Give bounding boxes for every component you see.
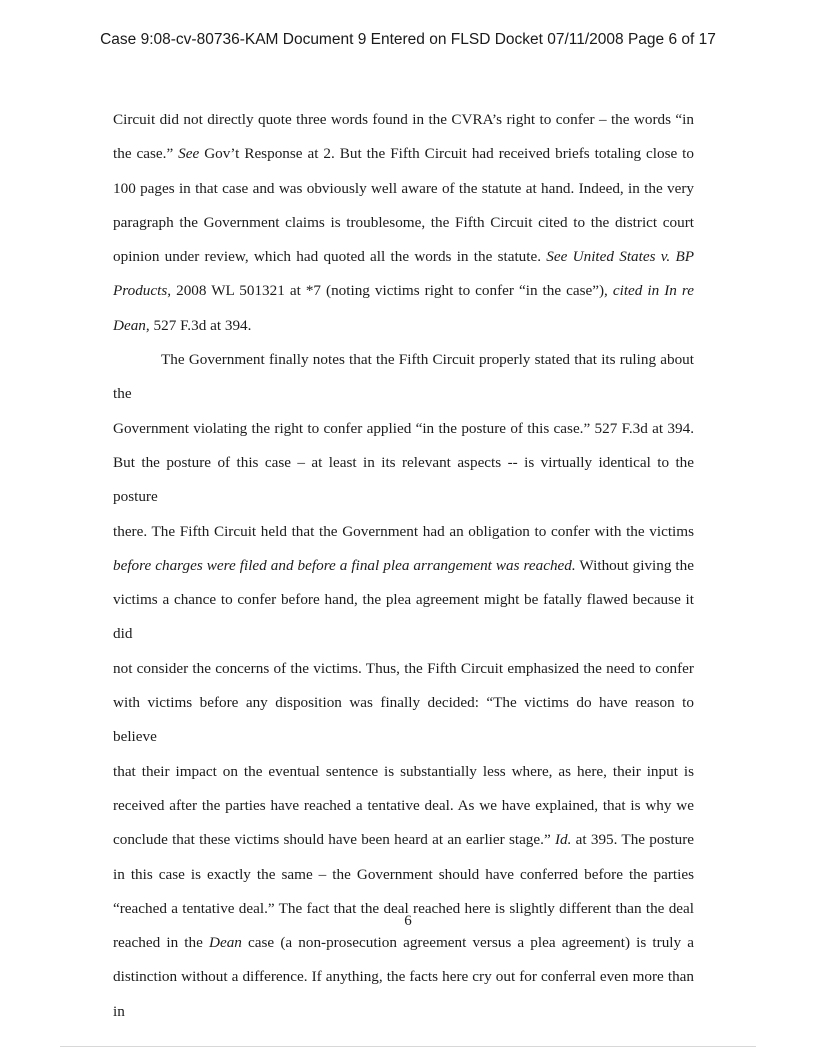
italic-citation: cited in In re	[612, 282, 694, 300]
text-line	[113, 789, 694, 823]
text-run: reached in the	[113, 934, 209, 952]
text-line	[113, 446, 694, 515]
text-run: that their impact on the eventual sentence is substantially less where, as here, their input is	[113, 762, 694, 780]
text-run: received after the parties have reached a tentative deal. As we have explained, that is why we	[113, 796, 694, 814]
text-run: paragraph the Government claims is troublesome, the Fifth Circuit cited to the district court	[113, 213, 694, 231]
text-run: Without giving the	[575, 556, 694, 574]
text-line	[113, 240, 694, 274]
text-run: there. The Fifth Circuit held that the Government had an obligation to confer with the victims	[113, 522, 694, 540]
text-line	[113, 926, 694, 960]
text-line	[113, 583, 694, 652]
page-number: 6	[404, 913, 412, 929]
text-run: with victims before any disposition was finally decided: “The victims do have reason to believe	[113, 694, 694, 746]
text-run: The Government finally notes that the Fifth Circuit properly stated that its ruling about the	[113, 351, 694, 403]
italic-citation: Products	[113, 282, 168, 300]
text-run: , 2008 WL 501321 at *7 (noting victims right to confer “in the case”),	[167, 282, 613, 300]
text-run: at 395. The posture	[571, 831, 694, 849]
text-run: case (a non-prosecution agreement versus a plea agreement) is truly a	[241, 934, 694, 952]
text-run: victims a chance to confer before hand, the plea agreement might be fatally flawed because it did	[113, 591, 694, 643]
body-text	[113, 103, 694, 1029]
italic-citation: See	[178, 145, 200, 163]
text-line	[113, 755, 694, 789]
text-run: But the posture of this case – at least in its relevant aspects -- is virtually identical to the posture	[113, 453, 694, 506]
text-line	[113, 515, 694, 549]
bottom-rule	[60, 1046, 756, 1047]
italic-citation: See United States v. BP	[546, 248, 694, 266]
text-run: in this case is exactly the same – the Government should have conferred before the parties	[113, 865, 694, 883]
italic-citation: before charges were filed and before a final plea arrangement was reached.	[113, 556, 576, 574]
text-run: opinion under review, which had quoted all the words in the statute.	[113, 248, 547, 266]
text-line	[113, 823, 694, 857]
text-run: not consider the concerns of the victims. Thus, the Fifth Circuit emphasized the need to confer	[113, 659, 694, 677]
text-run: Gov’t Response at 2. But the Fifth Circuit had received briefs totaling close to	[199, 145, 694, 163]
text-run: 100 pages in that case and was obviously well aware of the statute at hand. Indeed, in the very	[113, 179, 694, 197]
text-run: distinction without a difference. If anything, the facts here cry out for conferral even more than in	[113, 968, 694, 1020]
text-line	[113, 686, 694, 755]
docket-header: Case 9:08-cv-80736-KAM Document 9 Entered on FLSD Docket 07/11/2008 Page 6 of 17	[100, 31, 716, 48]
text-line	[113, 412, 694, 446]
text-line	[113, 274, 694, 308]
italic-citation: Dean	[113, 316, 146, 334]
italic-citation: Id.	[554, 831, 572, 849]
text-line	[113, 652, 694, 686]
text-line	[113, 343, 694, 412]
italic-citation: Dean	[209, 934, 242, 952]
text-line	[113, 137, 694, 171]
text-run: conclude that these victims should have been heard at an earlier stage.”	[113, 831, 555, 849]
text-line	[113, 206, 694, 240]
text-run: the case.”	[113, 145, 179, 163]
text-line	[113, 309, 694, 343]
text-run: , 527 F.3d at 394.	[145, 316, 252, 334]
text-run: Government violating the right to confer applied “in the posture of this case.” 527 F.3d at 394.	[113, 419, 694, 437]
text-line	[113, 172, 694, 206]
text-line	[113, 103, 694, 137]
text-line	[113, 549, 694, 583]
text-run: Circuit did not directly quote three words found in the CVRA’s right to confer – the words “in	[113, 111, 694, 128]
paragraph	[113, 103, 694, 343]
text-line	[113, 858, 694, 892]
text-run: “reached a tentative deal.” The fact that the deal reached here is slightly different than the deal	[113, 899, 694, 917]
text-line	[113, 960, 694, 1029]
